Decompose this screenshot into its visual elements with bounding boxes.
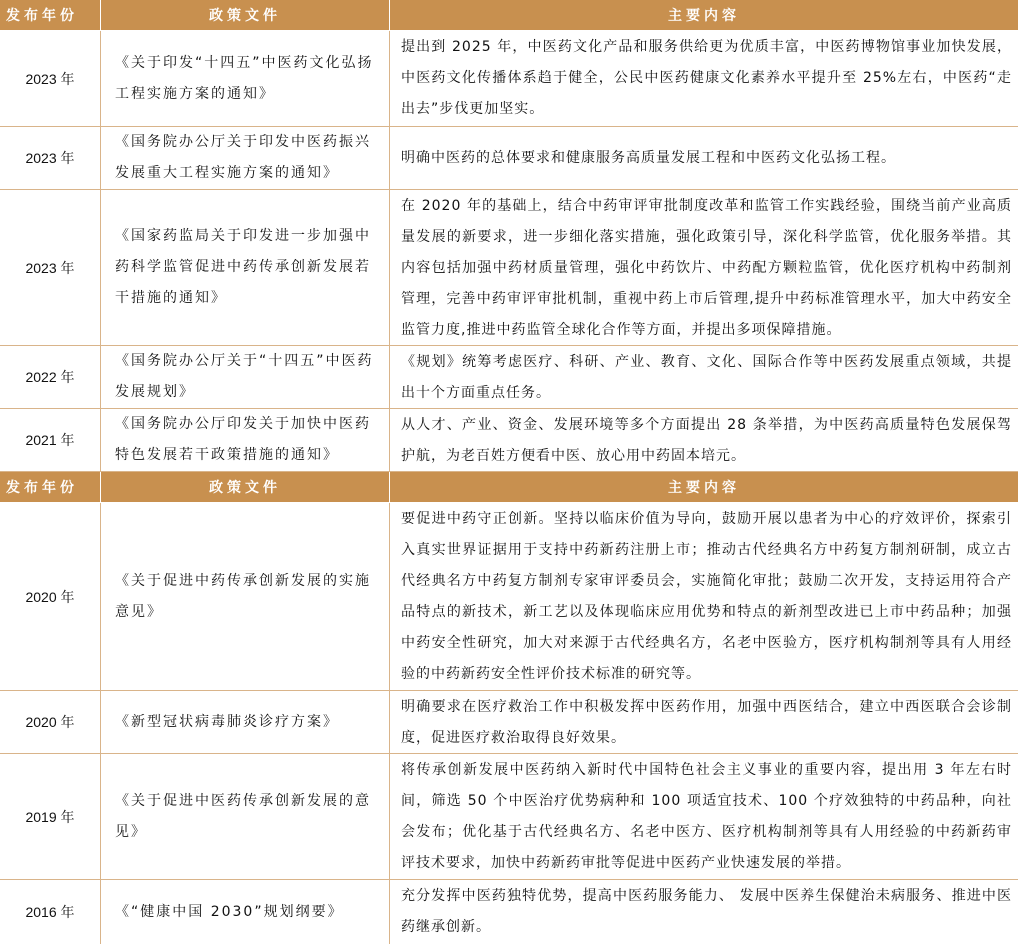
table-row — [0, 880, 1018, 944]
content-cell: 将传承创新发展中医药纳入新时代中国特色社会主义事业的重要内容，提出用 3 年左右时间，筛选 50 个中医治疗优势病种和 100 项适宜技术、100 个疗效独特的中药品种，向社会发布；优化基于古代经典名方、名老中医方、医疗机构制剂等具有人用经验的中药新药审评技术要求，加快中药新药审批等促进中医药产业快速发展的举措。 — [401, 762, 1012, 871]
header-year: 发布年份 — [0, 472, 101, 502]
document-cell: 《关于促进中药传承创新发展的实施意见》 — [101, 503, 390, 690]
table-header — [0, 472, 1018, 503]
year-cell: 2023 年 — [0, 190, 101, 345]
table-row — [0, 31, 1018, 127]
content-cell: 提出到 2025 年，中医药文化产品和服务供给更为优质丰富，中医药博物馆事业加快发展，中医药文化传播体系趋于健全，公民中医药健康文化素养水平提升至 25%左右，中医药“走出去”步伐更加坚实。 — [401, 39, 1012, 117]
year-cell: 2021 年 — [0, 409, 101, 471]
content-cell: 从人才、产业、资金、发展环境等多个方面提出 28 条举措，为中医药高质量特色发展保驾护航，为老百姓方便看中医、放心用中药固本培元。 — [401, 417, 1012, 464]
content-cell: 充分发挥中医药独特优势，提高中医药服务能力、 发展中医养生保健治未病服务、推进中医药继承创新。 — [401, 888, 1012, 935]
year-cell: 2020 年 — [0, 503, 101, 690]
document-cell: 《国务院办公厅关于印发中医药振兴发展重大工程实施方案的通知》 — [101, 127, 390, 189]
year-cell: 2023 年 — [0, 127, 101, 189]
year-cell: 2019 年 — [0, 754, 101, 879]
content-cell: 在 2020 年的基础上，结合中药审评审批制度改革和监管工作实践经验，围绕当前产业高质量发展的新要求，进一步细化落实措施，强化政策引导，深化科学监管，优化服务举措。其内容包括加强中药材质量管理，强化中药饮片、中药配方颗粒监管，优化医疗机构中药制剂管理，完善中药审评审批机制，重视中药上市后管理,提升中药标准管理水平，加大中药安全监管力度,推进中药监管全球化合作等方面，并提出多项保障措施。 — [401, 198, 1012, 338]
document-cell: 《国务院办公厅印发关于加快中医药特色发展若干政策措施的通知》 — [101, 409, 390, 471]
document-cell: 《国务院办公厅关于“十四五”中医药发展规划》 — [101, 346, 390, 408]
table-row — [0, 691, 1018, 754]
document-cell: 《新型冠状病毒肺炎诊疗方案》 — [101, 691, 390, 753]
document-cell: 《国家药监局关于印发进一步加强中药科学监管促进中药传承创新发展若干措施的通知》 — [101, 190, 390, 345]
content-cell: 明确要求在医疗救治工作中积极发挥中医药作用，加强中西医结合，建立中西医联合会诊制度，促进医疗救治取得良好效果。 — [401, 699, 1012, 746]
content-cell: 《规划》统筹考虑医疗、科研、产业、教育、文化、国际合作等中医药发展重点领域，共提出十个方面重点任务。 — [401, 354, 1012, 401]
header-year: 发布年份 — [0, 0, 101, 30]
year-cell: 2016 年 — [0, 880, 101, 944]
document-cell: 《“健康中国 2030”规划纲要》 — [101, 880, 390, 944]
header-document: 政策文件 — [101, 0, 390, 30]
table-row — [0, 127, 1018, 190]
table-header — [0, 0, 1018, 31]
table-row — [0, 190, 1018, 346]
year-cell: 2023 年 — [0, 31, 101, 126]
header-document: 政策文件 — [101, 472, 390, 502]
year-cell: 2020 年 — [0, 691, 101, 753]
header-content: 主要内容 — [668, 8, 740, 24]
table-row — [0, 754, 1018, 880]
year-cell: 2022 年 — [0, 346, 101, 408]
table-row — [0, 503, 1018, 691]
table-row — [0, 409, 1018, 472]
document-cell: 《关于促进中医药传承创新发展的意见》 — [101, 754, 390, 879]
content-cell: 明确中医药的总体要求和健康服务高质量发展工程和中医药文化弘扬工程。 — [401, 150, 896, 166]
content-cell: 要促进中药守正创新。坚持以临床价值为导向，鼓励开展以患者为中心的疗效评价，探索引入真实世界证据用于支持中药新药注册上市；推动古代经典名方中药复方制剂研制，成立古代经典名方中药复方制剂专家审评委员会，实施简化审批；鼓励二次开发，支持运用符合产品特点的新技术，新工艺以及体现临床应用优势和特点的新剂型改进已上市中药品种；加强中药安全性研究，加大对来源于古代经典名方，名老中医验方，医疗机构制剂等具有人用经验的中药新药安全性评价技术标准的研究等。 — [401, 511, 1012, 682]
header-content: 主要内容 — [668, 480, 740, 496]
table-row — [0, 346, 1018, 409]
document-cell: 《关于印发“十四五”中医药文化弘扬工程实施方案的通知》 — [101, 31, 390, 126]
